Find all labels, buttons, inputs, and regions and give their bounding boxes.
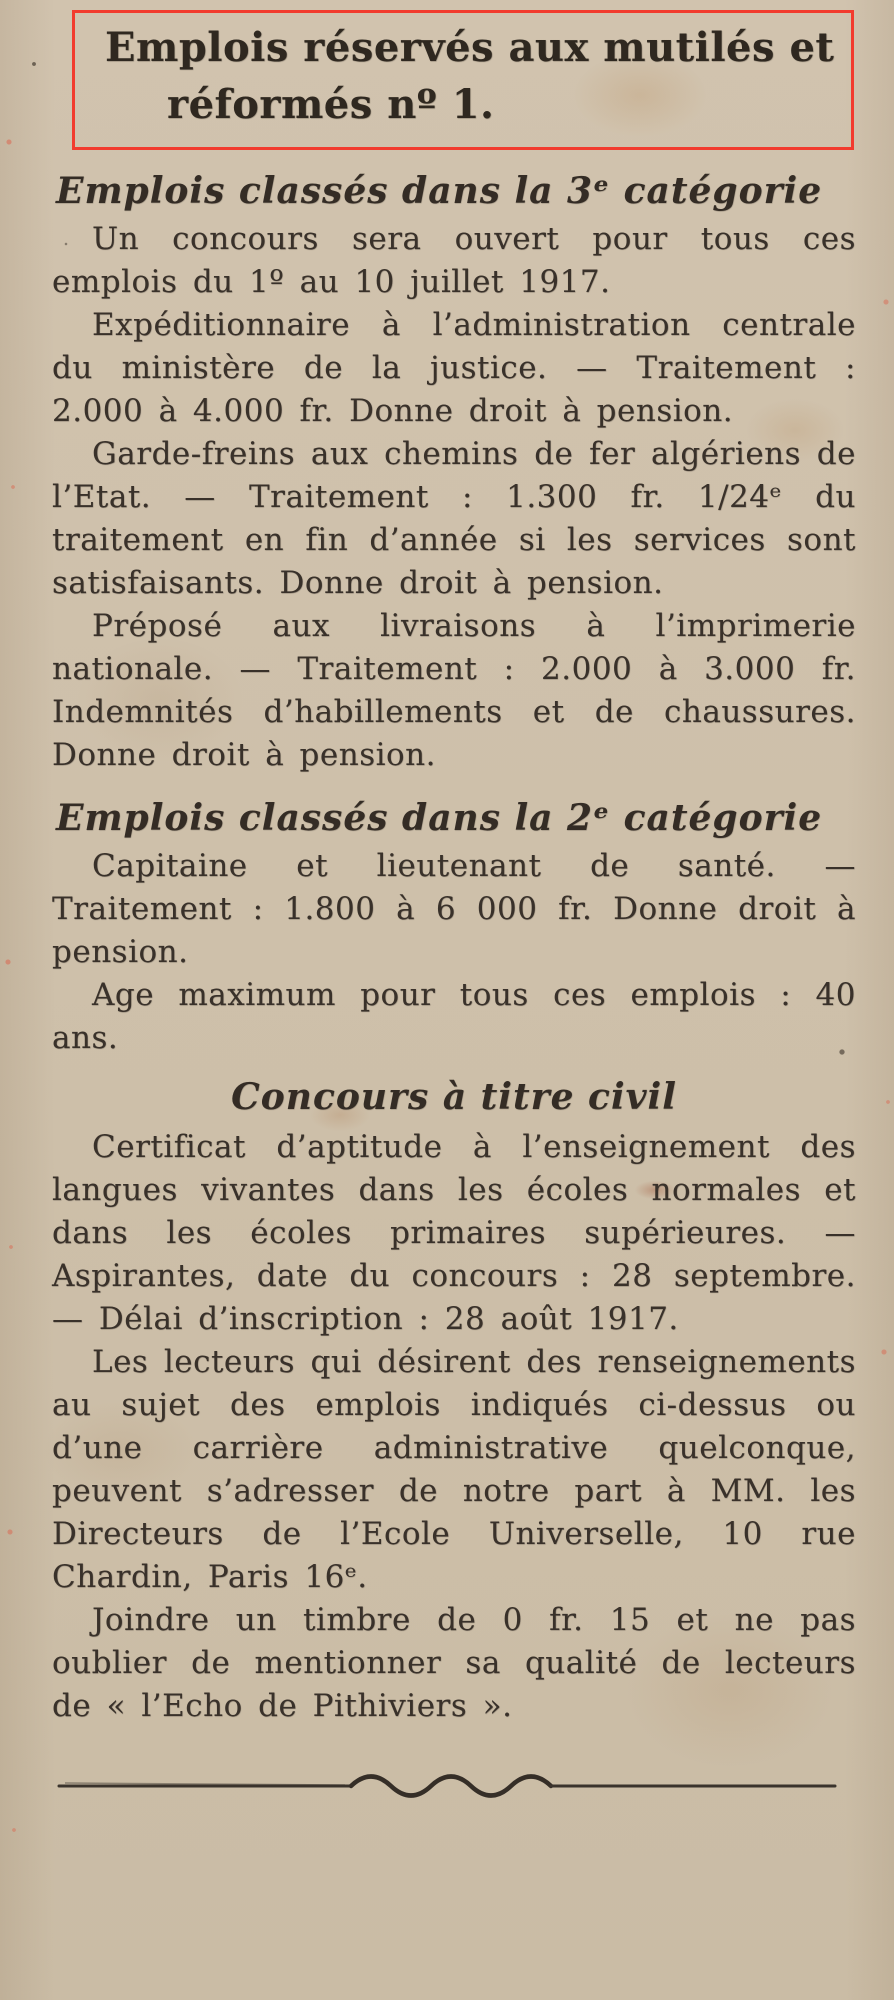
section-heading-concours-civil: Concours à titre civil bbox=[231, 1076, 677, 1118]
paragraph-expeditionnaire: Expéditionnaire à l’administration centrale du ministère de la justice. — Traitement : 2.000 à 4.000 fr. Donne droit à pension. bbox=[52, 307, 856, 429]
paragraph-prepose-imprimerie: Préposé aux livraisons à l’imprimerie nationale. — Traitement : 2.000 à 3.000 fr. Indemnités d’habillements et de chaussures. Donne droit à pension. bbox=[52, 608, 856, 773]
section-heading-category-2: Emplois classés dans la 2ᵉ catégorie bbox=[56, 797, 823, 839]
paragraph-garde-freins: Garde-freins aux chemins de fer algériens de l’Etat. — Traitement : 1.300 fr. 1/24ᵉ du traitement en fin d’année si les services sont satisfaisants. Donne droit à pension. bbox=[52, 436, 856, 601]
article-body bbox=[0, 170, 894, 1728]
paragraph-timbre: Joindre un timbre de 0 fr. 15 et ne pas oublier de mentionner sa qualité de lecteurs de « l’Echo de Pithiviers ». bbox=[52, 1602, 856, 1724]
paragraph-certificat-aptitude: Certificat d’aptitude à l’enseignement des langues vivantes dans les écoles normales et dans les écoles primaires supérieures. — Aspirantes, date du concours : 28 septembre. — Délai d’inscription : 28 août 1917. bbox=[52, 1129, 856, 1337]
wavy-rule-icon bbox=[55, 1770, 839, 1798]
paragraph-concours-dates: Un concours sera ouvert pour tous ces emplois du 1º au 10 juillet 1917. bbox=[52, 221, 856, 300]
paragraph-age-maximum: Age maximum pour tous ces emplois : 40 ans. bbox=[52, 977, 856, 1056]
headline: Emplois réservés aux mutilés et réformés nº 1. bbox=[105, 24, 835, 128]
paragraph-renseignements-lecteurs: Les lecteurs qui désirent des renseignements au sujet des emplois indiqués ci-dessus ou d’une carrière administrative quelconque, peuvent s’adresser de notre part à MM. les Directeurs de l’Ecole Universelle, 10 rue Chardin, Paris 16ᵉ. bbox=[52, 1344, 856, 1595]
paragraph-capitaine-sante: Capitaine et lieutenant de santé. — Traitement : 1.800 à 6 000 fr. Donne droit à pension. bbox=[52, 848, 856, 970]
decorative-end-rule bbox=[55, 1770, 839, 1798]
section-heading-category-3: Emplois classés dans la 3ᵉ catégorie bbox=[56, 170, 823, 212]
headline-box bbox=[72, 10, 854, 150]
